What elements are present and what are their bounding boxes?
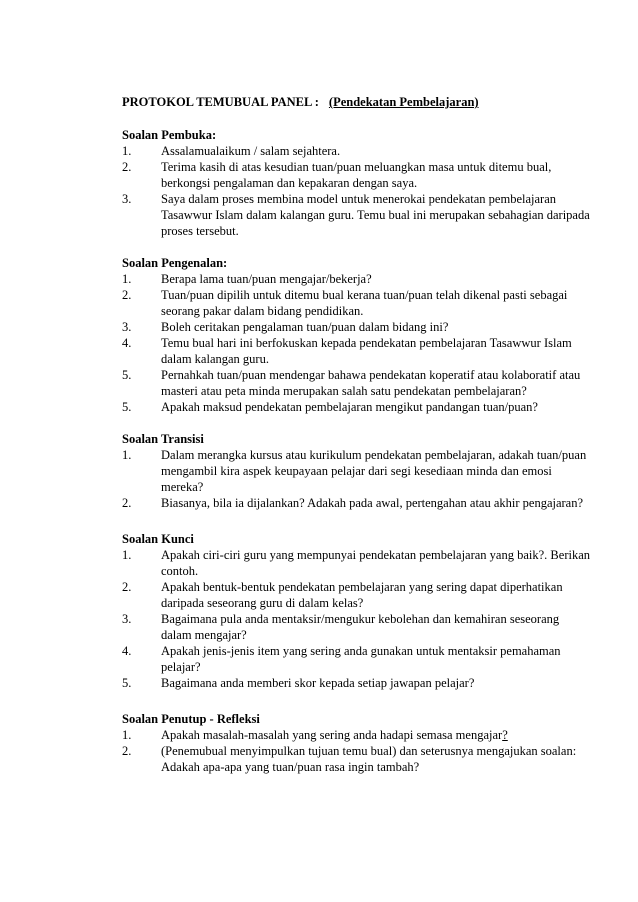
item-text: (Penemubual menyimpulkan tujuan temu bual) dan seterusnya mengajukan soalan: Adakah apa-apa yang tuan/puan rasa ingin tambah? <box>161 744 577 774</box>
item-text: Terima kasih di atas kesudian tuan/puan meluangkan masa untuk ditemu bual, berkongsi pengalaman dan kepakaran dengan saya. <box>161 160 552 190</box>
list-item <box>122 191 592 239</box>
list-item <box>122 611 592 643</box>
item-text: Berapa lama tuan/puan mengajar/bekerja? <box>161 272 372 286</box>
item-number: 5. <box>122 368 132 382</box>
item-number: 3. <box>122 192 132 206</box>
item-number: 2. <box>122 288 132 302</box>
item-number: 4. <box>122 336 132 350</box>
item-text: Bagaimana anda memberi skor kepada setiap jawapan pelajar? <box>161 676 475 690</box>
list-item <box>122 159 592 191</box>
item-number: 1. <box>122 448 132 462</box>
list-item <box>122 495 592 511</box>
item-number: 3. <box>122 320 132 334</box>
list-item <box>122 579 592 611</box>
list-item <box>122 399 592 415</box>
item-number: 5. <box>122 676 132 690</box>
document-content <box>122 94 592 791</box>
list-item <box>122 727 592 743</box>
list-item <box>122 547 592 579</box>
section-heading: Soalan Kunci <box>122 532 194 546</box>
item-number: 2. <box>122 496 132 510</box>
item-text: Pernahkah tuan/puan mendengar bahawa pendekatan koperatif atau kolaboratif atau masteri atau peta minda merupakan salah satu pendekatan pembelajaran? <box>161 368 581 398</box>
section-opening-questions <box>122 127 592 239</box>
item-text: Bagaimana pula anda mentaksir/mengukur kebolehan dan kemahiran seseorang dalam mengajar? <box>161 612 560 642</box>
item-number: 1. <box>122 272 132 286</box>
section-heading: Soalan Pengenalan: <box>122 256 228 270</box>
item-number: 1. <box>122 728 132 742</box>
section-heading: Soalan Pembuka: <box>122 128 217 142</box>
list-item <box>122 643 592 675</box>
list-item <box>122 367 592 399</box>
item-text: Apakah jenis-jenis item yang sering anda gunakan untuk mentaksir pemahaman pelajar? <box>161 644 561 674</box>
item-text: Temu bual hari ini berfokuskan kepada pendekatan pembelajaran Tasawwur Islam dalam kalangan guru. <box>161 336 572 366</box>
section-key-questions <box>122 531 592 691</box>
section-transition-questions <box>122 431 592 511</box>
list-item <box>122 143 592 159</box>
item-number: 3. <box>122 612 132 626</box>
item-text: Apakah bentuk-bentuk pendekatan pembelajaran yang sering dapat diperhatikan daripada seseorang guru di dalam kelas? <box>161 580 563 610</box>
section-heading: Soalan Penutup - Refleksi <box>122 712 260 726</box>
item-text: Biasanya, bila ia dijalankan? Adakah pada awal, pertengahan atau akhir pengajaran? <box>161 496 584 510</box>
list-item <box>122 335 592 367</box>
section-introduction-questions <box>122 255 592 415</box>
item-number: 4. <box>122 644 132 658</box>
list-item <box>122 271 592 287</box>
item-text: Assalamualaikum / salam sejahtera. <box>161 144 341 158</box>
item-text: Apakah masalah-masalah yang sering anda hadapi semasa mengajar <box>161 728 503 742</box>
document-title <box>122 94 592 110</box>
item-text: Boleh ceritakan pengalaman tuan/puan dalam bidang ini? <box>161 320 449 334</box>
section-closing-reflection <box>122 711 592 775</box>
item-text-suffix: ? <box>502 728 508 742</box>
list-item <box>122 675 592 691</box>
list-item <box>122 319 592 335</box>
list-item <box>122 447 592 495</box>
section-heading: Soalan Transisi <box>122 432 204 446</box>
item-number: 1. <box>122 144 132 158</box>
item-text-wrapper <box>161 727 592 743</box>
item-number: 2. <box>122 580 132 594</box>
title-main: PROTOKOL TEMUBUAL PANEL : <box>122 95 319 109</box>
list-item <box>122 287 592 319</box>
item-number: 5. <box>122 400 132 414</box>
item-text: Apakah maksud pendekatan pembelajaran mengikut pandangan tuan/puan? <box>161 400 538 414</box>
item-number: 2. <box>122 160 132 174</box>
title-subtitle: (Pendekatan Pembelajaran) <box>328 95 479 109</box>
item-number: 1. <box>122 548 132 562</box>
item-text: Dalam merangka kursus atau kurikulum pendekatan pembelajaran, adakah tuan/puan mengambil kira aspek keupayaan pelajar dari segi kesediaan minda dan emosi mereka? <box>161 448 587 494</box>
list-item <box>122 743 592 775</box>
item-text: Apakah ciri-ciri guru yang mempunyai pendekatan pembelajaran yang baik?. Berikan contoh. <box>161 548 590 578</box>
item-text: Saya dalam proses membina model untuk menerokai pendekatan pembelajaran Tasawwur Islam dalam kalangan guru. Temu bual ini merupakan sebahagian daripada proses tersebut. <box>161 192 590 238</box>
item-text: Tuan/puan dipilih untuk ditemu bual kerana tuan/puan telah dikenal pasti sebagai seorang pakar dalam bidang pendidikan. <box>161 288 568 318</box>
item-number: 2. <box>122 744 132 758</box>
